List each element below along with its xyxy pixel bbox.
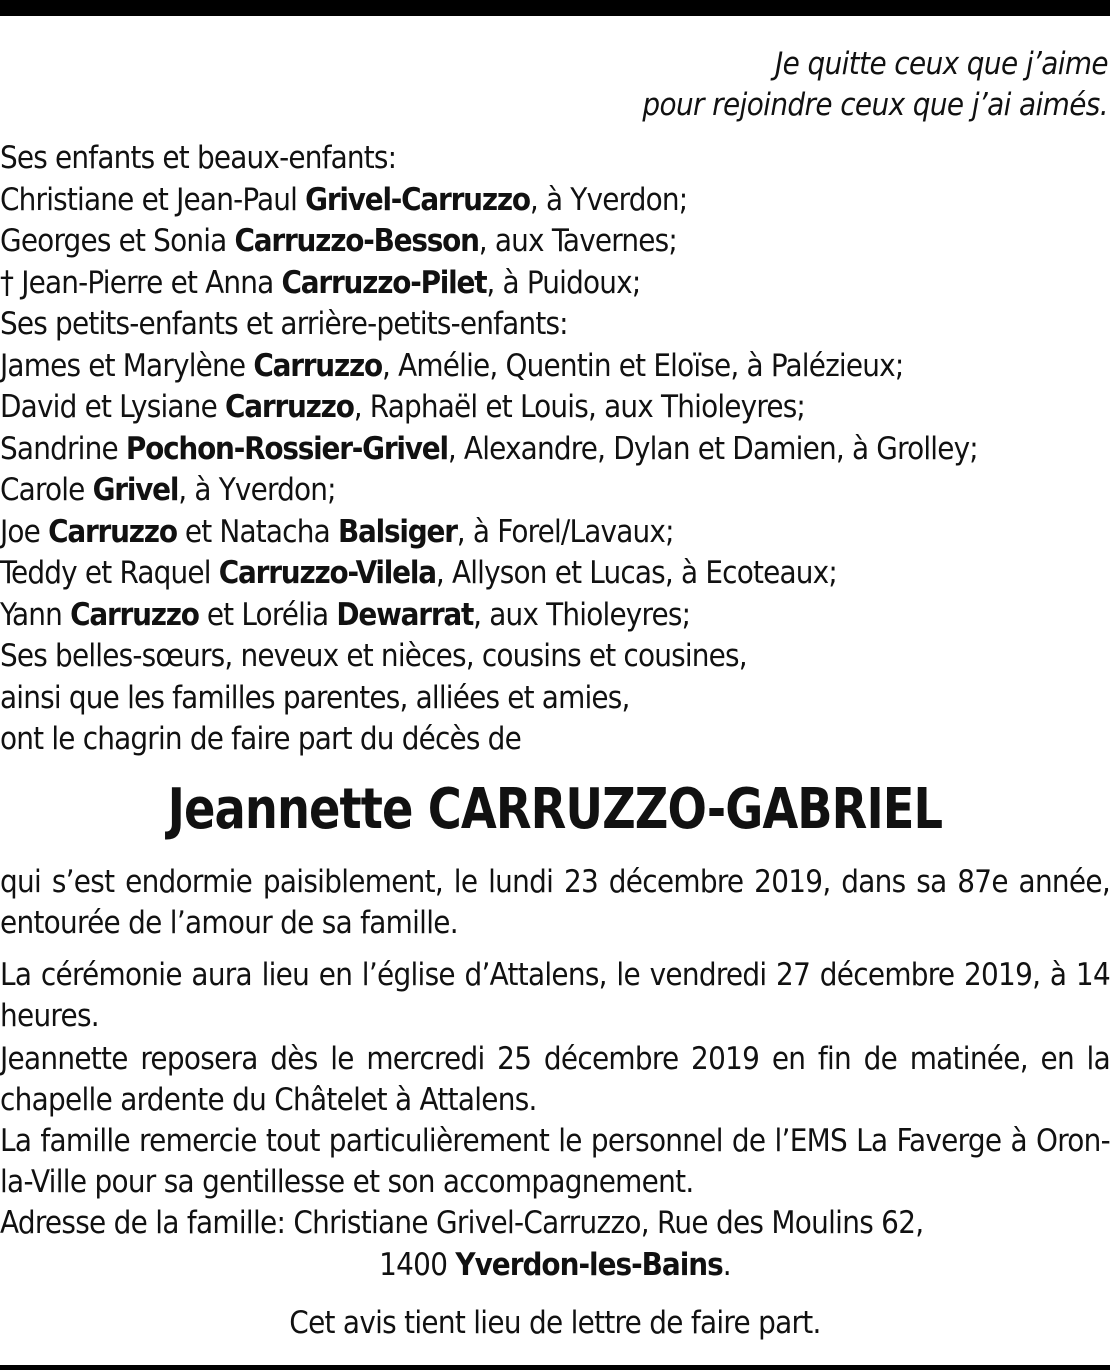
family-surname: Carruzzo-Pilet xyxy=(281,264,487,301)
address-end: . xyxy=(722,1247,731,1283)
family-text: James et Marylène xyxy=(0,347,254,384)
family-text: , à Puidoux; xyxy=(486,264,641,301)
family-line xyxy=(0,678,1110,720)
paragraph-viewing: Jeannette reposera dès le mercredi 25 décembre 2019 en fin de matinée, en la chapelle ardente du Châtelet à Attalens. xyxy=(0,1041,1110,1118)
family-text: , à Yverdon; xyxy=(529,181,688,218)
family-text: , Alexandre, Dylan et Damien, à Grolley; xyxy=(447,430,978,467)
family-text: David et Lysiane xyxy=(0,389,225,425)
family-text: , Raphaël et Louis, aux Thioleyres; xyxy=(353,389,806,425)
family-text: ont le chagrin de faire part du décès de xyxy=(0,721,521,757)
family-line xyxy=(0,304,1110,346)
family-text: , aux Thioleyres; xyxy=(473,596,691,633)
family-surname: Carruzzo-Vilela xyxy=(218,555,436,591)
family-text: , Allyson et Lucas, à Ecoteaux; xyxy=(435,555,837,591)
family-line xyxy=(0,180,1110,222)
family-text: Teddy et Raquel xyxy=(0,555,219,591)
top-rule xyxy=(0,0,1110,16)
family-surname: Pochon-Rossier-Grivel xyxy=(125,430,448,467)
family-surname: Grivel xyxy=(92,472,179,508)
family-surname: Carruzzo-Besson xyxy=(234,223,479,259)
family-surname: Carruzzo xyxy=(253,347,382,384)
deceased-name xyxy=(0,770,1110,850)
family-surname: Dewarrat xyxy=(336,596,474,633)
deceased-name-text: Jeannette CARRUZZO-GABRIEL xyxy=(167,777,943,842)
epigraph-line-2: pour rejoindre ceux que j’ai aimés. xyxy=(642,87,1108,123)
family-text: Ses enfants et beaux-enfants: xyxy=(0,140,397,176)
family-text: Yann xyxy=(0,596,71,633)
paragraph-passing: qui s’est endormie paisiblement, le lundi 23 décembre 2019, dans sa 87e année, entourée de l’amour de sa famille. xyxy=(0,864,1110,941)
family-text: , à Yverdon; xyxy=(178,472,336,508)
family-line xyxy=(0,346,1110,388)
family-line xyxy=(0,138,1110,180)
family-line xyxy=(0,470,1110,512)
family-line xyxy=(0,553,1110,595)
family-text: Carole xyxy=(0,472,93,508)
family-surname: Grivel-Carruzzo xyxy=(305,181,530,218)
family-text: , Amélie, Quentin et Eloïse, à Palézieux; xyxy=(382,347,904,384)
family-text: Joe xyxy=(0,513,49,550)
epigraph xyxy=(642,44,1108,126)
family-text: , aux Tavernes; xyxy=(478,223,677,259)
family-line xyxy=(0,263,1110,305)
family-text: Christiane et Jean-Paul xyxy=(0,181,306,218)
family-line xyxy=(0,719,1110,761)
closing-note: Cet avis tient lieu de lettre de faire part. xyxy=(289,1305,821,1341)
family-text: Sandrine xyxy=(0,430,126,467)
family-line xyxy=(0,221,1110,263)
family-address-city-line xyxy=(0,1245,1110,1286)
bottom-rule xyxy=(0,1365,1110,1370)
family-text: , à Forel/Lavaux; xyxy=(456,513,674,550)
family-line xyxy=(0,429,1110,471)
family-line xyxy=(0,512,1110,554)
paragraph-thanks: La famille remercie tout particulièrement le personnel de l’EMS La Faverge à Oron-la-Ville pour sa gentillesse et son accompagnement. xyxy=(0,1123,1110,1200)
family-line xyxy=(0,595,1110,637)
family-surname: Carruzzo xyxy=(48,513,177,550)
family-address: Adresse de la famille: Christiane Grivel-Carruzzo, Rue des Moulins 62, xyxy=(0,1205,924,1241)
family-list xyxy=(0,138,1110,761)
paragraph-ceremony: La cérémonie aura lieu en l’église d’Attalens, le vendredi 27 décembre 2019, à 14 heures. xyxy=(0,957,1110,1034)
family-line xyxy=(0,636,1110,678)
family-text: Ses belles-sœurs, neveux et nièces, cousins et cousines, xyxy=(0,638,747,674)
address-city: Yverdon-les-Bains xyxy=(455,1247,723,1283)
family-text: et Lorélia xyxy=(198,596,337,633)
family-surname: Carruzzo xyxy=(225,389,354,425)
family-text: et Natacha xyxy=(176,513,338,550)
family-text: Ses petits-enfants et arrière-petits-enfants: xyxy=(0,306,568,342)
family-line xyxy=(0,387,1110,429)
family-surname: Carruzzo xyxy=(70,596,199,633)
family-text: † Jean-Pierre et Anna xyxy=(0,264,282,301)
family-text: ainsi que les familles parentes, alliées et amies, xyxy=(0,679,630,716)
address-postcode: 1400 xyxy=(379,1247,456,1283)
epigraph-line-1: Je quitte ceux que j’aime xyxy=(775,46,1108,82)
family-text: Georges et Sonia xyxy=(0,223,235,259)
family-surname: Balsiger xyxy=(337,513,457,550)
